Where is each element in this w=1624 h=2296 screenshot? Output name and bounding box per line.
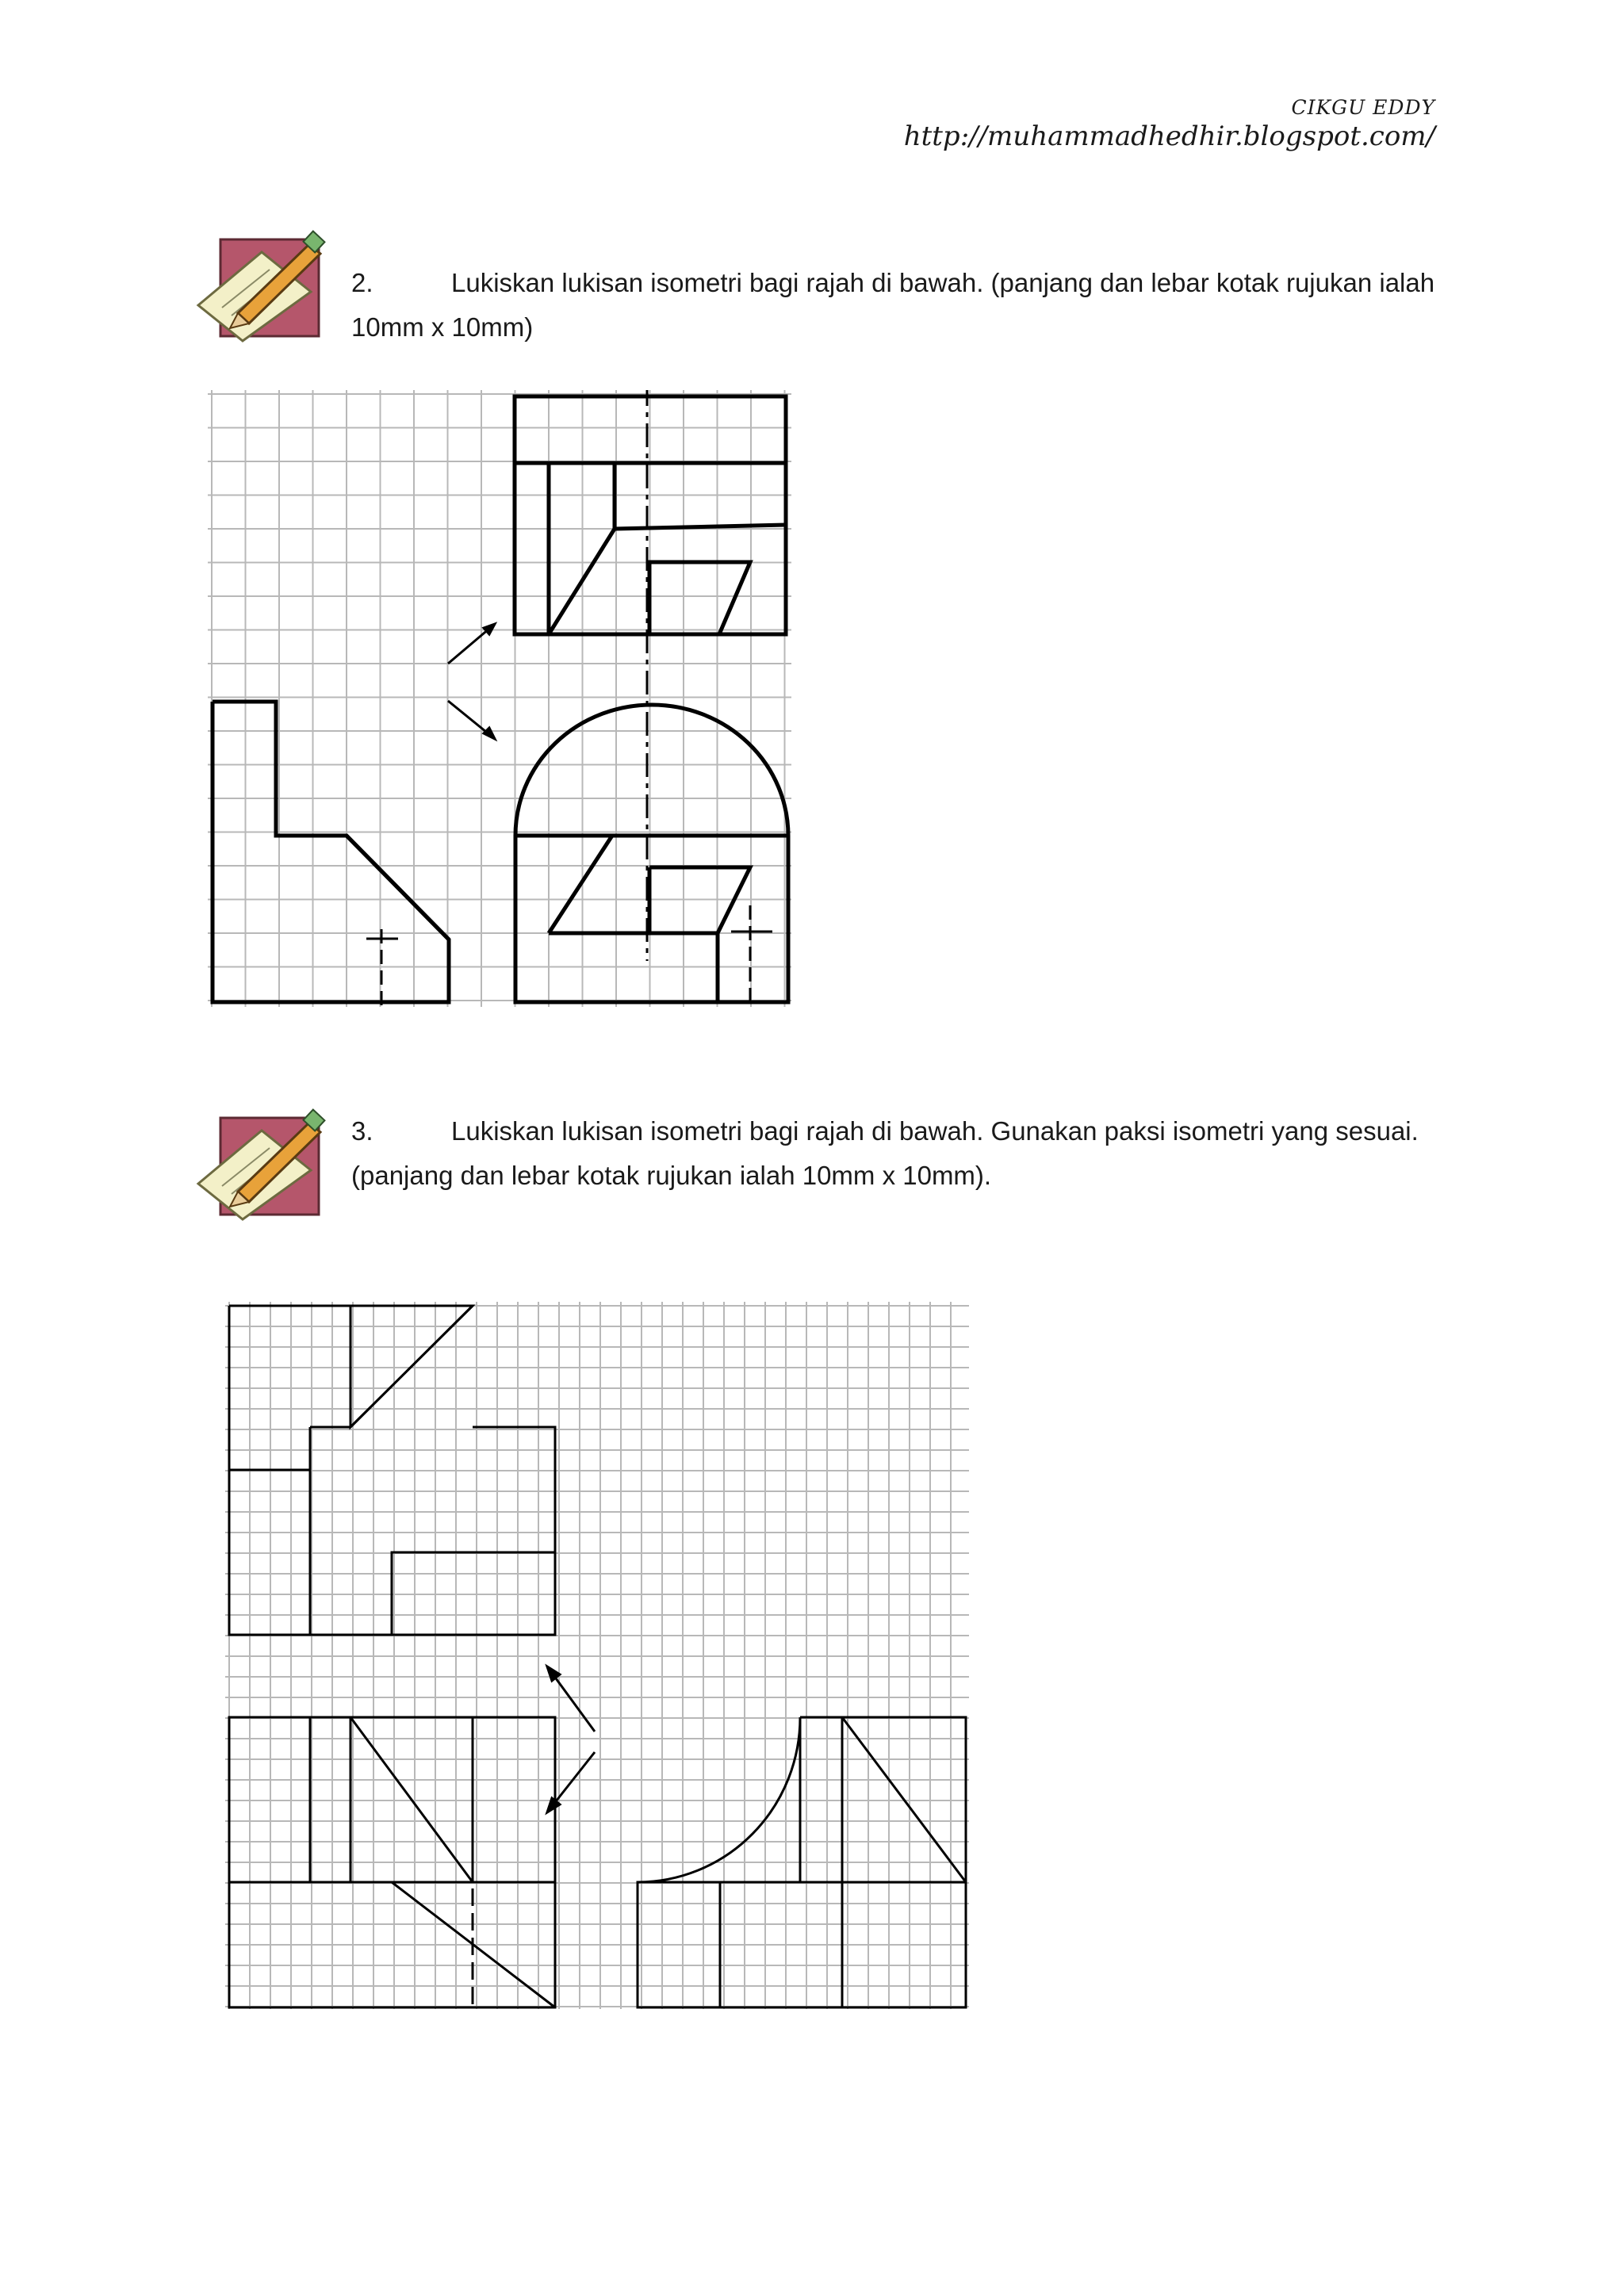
q2-view-arrows	[448, 624, 495, 739]
q2-center-lines	[366, 390, 772, 1007]
question-2-text: Lukiskan lukisan isometri bagi rajah di bawah. (panjang dan lebar kotak rujukan ialah 10mm x 10mm)	[351, 268, 1435, 342]
orthographic-grid-question-2	[208, 390, 791, 1007]
author-name: CIKGU EDDY	[1291, 96, 1435, 119]
question-2-number: 2.	[351, 268, 373, 297]
q2-right-view-outline	[515, 705, 788, 1002]
orthographic-grid-question-3	[225, 1302, 969, 2009]
pencil-notepad-icon	[190, 230, 329, 349]
pencil-notepad-icon	[190, 1108, 329, 1227]
blog-url: http://muhammadhedhir.blogspot.com/	[903, 121, 1435, 152]
page-header	[904, 95, 1435, 152]
question-3-text: Lukiskan lukisan isometri bagi rajah di bawah. Gunakan paksi isometri yang sesuai. (panjang dan lebar kotak rujukan ialah 10mm x 10mm).	[351, 1116, 1419, 1190]
question-3-number: 3.	[351, 1116, 373, 1146]
q2-views	[213, 396, 788, 1002]
